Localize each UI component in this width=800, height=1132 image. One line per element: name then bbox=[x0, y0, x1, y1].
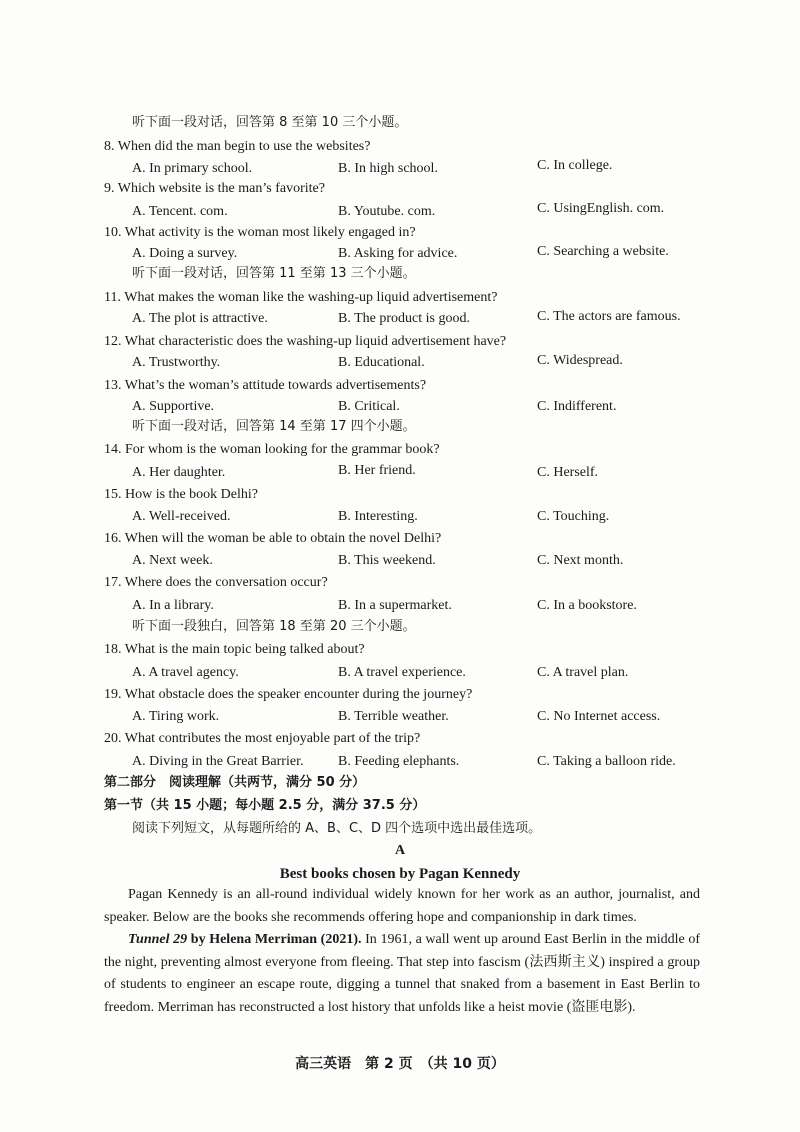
option-15c: C. Touching. bbox=[537, 509, 610, 524]
option-17c: C. In a bookstore. bbox=[537, 598, 637, 613]
question-19: 19. What obstacle does the speaker encounter during the journey? bbox=[104, 687, 473, 702]
option-8b: B. In high school. bbox=[338, 161, 438, 176]
option-14b: B. Her friend. bbox=[338, 463, 416, 478]
question-9: 9. Which website is the man’s favorite? bbox=[104, 181, 325, 196]
option-11c: C. The actors are famous. bbox=[537, 309, 681, 324]
question-13: 13. What’s the woman’s attitude towards advertisements? bbox=[104, 378, 427, 393]
instruction-q14-17: 听下面一段对话，回答第 14 至第 17 四个小题。 bbox=[132, 419, 416, 434]
passage-intro: Pagan Kennedy is an all-round individual widely known for her work as an author, journalist, and speaker. Below are the books she recommends offering hope and companionship in dark times. bbox=[104, 887, 700, 925]
book-title: Tunnel 29 bbox=[128, 932, 188, 947]
question-8: 8. When did the man begin to use the websites? bbox=[104, 139, 371, 154]
option-13a: A. Supportive. bbox=[132, 399, 215, 414]
option-17b: B. In a supermarket. bbox=[338, 598, 452, 613]
instruction-q11-13: 听下面一段对话，回答第 11 至第 13 三个小题。 bbox=[132, 266, 416, 281]
option-9b: B. Youtube. com. bbox=[338, 204, 436, 219]
question-10: 10. What activity is the woman most likely engaged in? bbox=[104, 225, 416, 240]
option-18b: B. A travel experience. bbox=[338, 665, 466, 680]
question-11: 11. What makes the woman like the washing-up liquid advertisement? bbox=[104, 290, 498, 305]
option-8a: A. In primary school. bbox=[132, 161, 253, 176]
question-12: 12. What characteristic does the washing-up liquid advertisement have? bbox=[104, 334, 507, 349]
option-11a: A. The plot is attractive. bbox=[132, 311, 268, 326]
option-9a: A. Tencent. com. bbox=[132, 204, 228, 219]
book-author: by Helena Merriman (2021). bbox=[187, 932, 362, 947]
option-12b: B. Educational. bbox=[338, 355, 425, 370]
reading-instruction: 阅读下列短文，从每题所给的 A、B、C、D 四个选项中选出最佳选项。 bbox=[132, 821, 542, 836]
option-10c: C. Searching a website. bbox=[537, 244, 669, 259]
passage-title: Best books chosen by Pagan Kennedy bbox=[279, 866, 521, 882]
option-14a: A. Her daughter. bbox=[132, 465, 226, 480]
option-18a: A. A travel agency. bbox=[132, 665, 239, 680]
option-13c: C. Indifferent. bbox=[537, 399, 617, 414]
passage-letter: A bbox=[394, 843, 406, 858]
question-14: 14. For whom is the woman looking for the grammar book? bbox=[104, 442, 440, 457]
option-17a: A. In a library. bbox=[132, 598, 214, 613]
option-20a: A. Diving in the Great Barrier. bbox=[132, 754, 304, 769]
option-12c: C. Widespread. bbox=[537, 353, 623, 368]
question-20: 20. What contributes the most enjoyable part of the trip? bbox=[104, 731, 421, 746]
section-one-title: 第一节（共 15 小题；每小题 2.5 分，满分 37.5 分） bbox=[104, 798, 426, 813]
part-two-title: 第二部分 阅读理解（共两节，满分 50 分） bbox=[104, 775, 366, 790]
option-19b: B. Terrible weather. bbox=[338, 709, 449, 724]
option-20c: C. Taking a balloon ride. bbox=[537, 754, 676, 769]
option-20b: B. Feeding elephants. bbox=[338, 754, 460, 769]
instruction-q8-10: 听下面一段对话，回答第 8 至第 10 三个小题。 bbox=[132, 115, 408, 130]
option-12a: A. Trustworthy. bbox=[132, 355, 221, 370]
option-15a: A. Well-received. bbox=[132, 509, 231, 524]
book-description: In 1961, a wall went up around East Berlin in the middle of the night, preventing almost everyone from fleeing. That step into fascism (法西斯主义) inspired a group of students to engineer an escape route, digging a tunnel that snaked from a basement in East Berlin to freedom. Merriman has reconstructed a lost history that unfolds like a heist movie (盗匪电影). bbox=[104, 932, 700, 1015]
option-13b: B. Critical. bbox=[338, 399, 400, 414]
question-18: 18. What is the main topic being talked about? bbox=[104, 642, 365, 657]
option-19c: C. No Internet access. bbox=[537, 709, 661, 724]
option-16c: C. Next month. bbox=[537, 553, 624, 568]
page-footer: 高三英语 第 2 页 （共 10 页） bbox=[295, 1056, 505, 1072]
question-17: 17. Where does the conversation occur? bbox=[104, 575, 328, 590]
option-16b: B. This weekend. bbox=[338, 553, 436, 568]
option-10b: B. Asking for advice. bbox=[338, 246, 458, 261]
option-18c: C. A travel plan. bbox=[537, 665, 629, 680]
option-16a: A. Next week. bbox=[132, 553, 213, 568]
instruction-q18-20: 听下面一段独白，回答第 18 至第 20 三个小题。 bbox=[132, 619, 416, 634]
option-15b: B. Interesting. bbox=[338, 509, 418, 524]
question-15: 15. How is the book Delhi? bbox=[104, 487, 258, 502]
book-entry-tunnel-29 bbox=[104, 929, 700, 1019]
option-8c: C. In college. bbox=[537, 158, 613, 173]
question-16: 16. When will the woman be able to obtain the novel Delhi? bbox=[104, 531, 442, 546]
option-10a: A. Doing a survey. bbox=[132, 246, 238, 261]
option-19a: A. Tiring work. bbox=[132, 709, 220, 724]
option-9c: C. UsingEnglish. com. bbox=[537, 201, 665, 216]
option-11b: B. The product is good. bbox=[338, 311, 470, 326]
option-14c: C. Herself. bbox=[537, 465, 599, 480]
